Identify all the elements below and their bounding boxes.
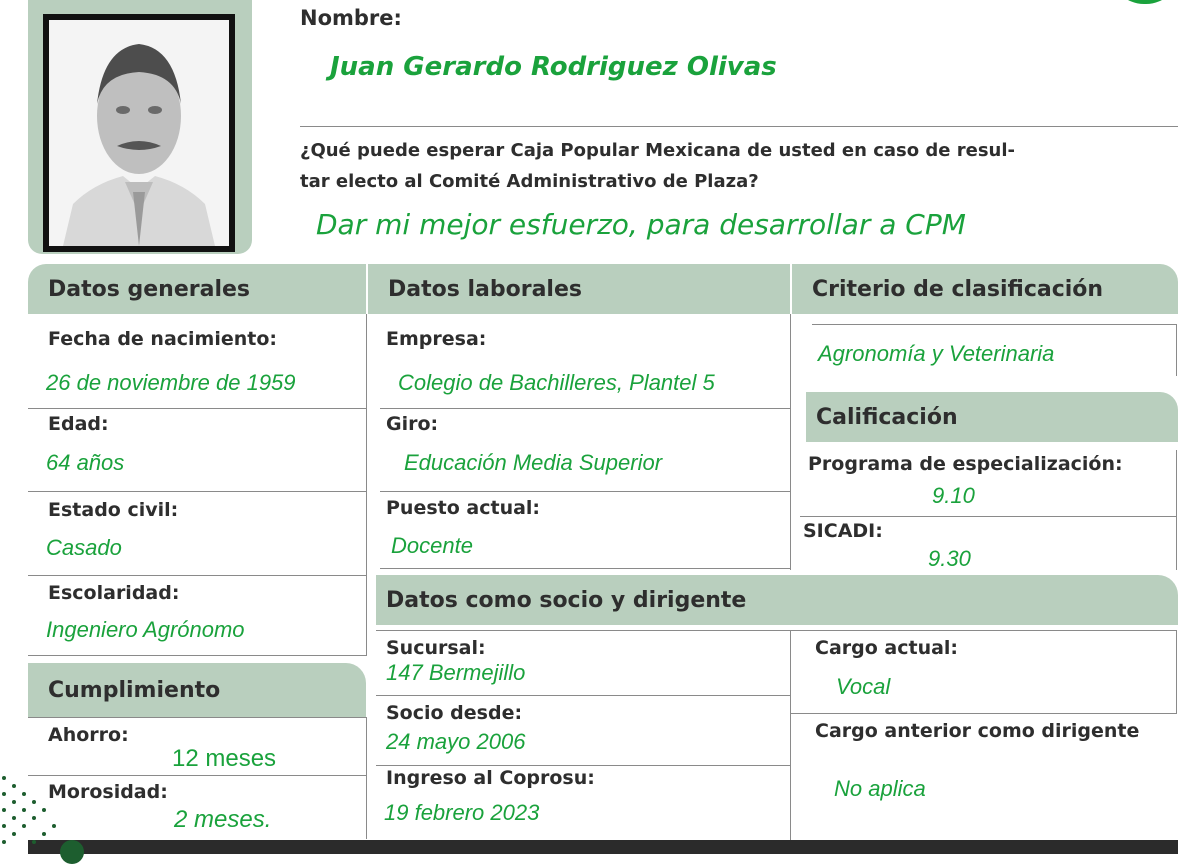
divider [28, 408, 366, 409]
edad-label: Edad: [48, 413, 109, 435]
giro-label: Giro: [386, 413, 439, 435]
divider [28, 491, 366, 492]
sucursal-value: 147 Bermejillo [386, 660, 526, 685]
divider [380, 491, 790, 492]
empresa-label: Empresa: [386, 328, 487, 350]
escolaridad-value: Ingeniero Agrónomo [46, 617, 245, 642]
candidate-photo [43, 14, 235, 252]
fecha-value: 26 de noviembre de 1959 [46, 370, 296, 395]
divider [380, 568, 790, 569]
column-divider [1176, 324, 1177, 376]
fecha-label: Fecha de nacimiento: [48, 328, 278, 350]
estado-civil-value: Casado [46, 535, 122, 560]
column-divider [366, 314, 367, 656]
empresa-value: Colegio de Bachilleres, Plantel 5 [398, 370, 715, 395]
puesto-label: Puesto actual: [386, 497, 541, 519]
calificacion-header: Calificación [806, 392, 1178, 442]
divider [376, 630, 1176, 631]
nombre-label: Nombre: [300, 6, 402, 30]
nombre-value: Juan Gerardo Rodriguez Olivas [330, 52, 777, 82]
morosidad-label: Morosidad: [48, 781, 168, 803]
sucursal-label: Sucursal: [386, 637, 486, 659]
escolaridad-label: Escolaridad: [48, 582, 180, 604]
estado-civil-label: Estado civil: [48, 499, 179, 521]
cargo-actual-value: Vocal [836, 674, 891, 699]
cargo-actual-label: Cargo actual: [815, 637, 959, 659]
cargo-anterior-label: Cargo anterior como dirigente [815, 720, 1140, 742]
ahorro-value: 12 meses [172, 745, 277, 772]
divider [800, 516, 1176, 517]
header-divider [300, 126, 1178, 127]
programa-value: 9.10 [932, 483, 975, 508]
coprosu-label: Ingreso al Coprosu: [386, 767, 595, 789]
column-divider [790, 630, 791, 840]
answer-text: Dar mi mejor esfuerzo, para desarrollar a CPM [316, 208, 966, 241]
footer-bar [28, 840, 1178, 854]
edad-value: 64 años [46, 450, 125, 475]
socio-desde-label: Socio desde: [386, 702, 523, 724]
criterio-value: Agronomía y Veterinaria [818, 341, 1055, 366]
puesto-value: Docente [391, 533, 473, 558]
giro-value: Educación Media Superior [404, 450, 663, 475]
divider [28, 655, 366, 656]
divider [380, 408, 790, 409]
question-line-1: ¿Qué puede esperar Caja Popular Mexicana de usted en caso de resul- [300, 140, 1015, 161]
divider [28, 575, 366, 576]
sicadi-label: SICADI: [803, 520, 883, 542]
question-line-2: tar electo al Comité Administrativo de Plaza? [300, 171, 759, 192]
corner-arc-decoration [1110, 0, 1180, 4]
column-divider [366, 717, 367, 839]
programa-label: Programa de especialización: [808, 453, 1123, 475]
dot-pattern-decoration [0, 770, 70, 854]
column-divider [790, 314, 791, 570]
divider [376, 765, 790, 766]
morosidad-value: 2 meses. [174, 806, 272, 833]
datos-generales-header: Datos generales [28, 264, 366, 314]
divider [790, 713, 1176, 714]
divider [28, 775, 366, 776]
ahorro-label: Ahorro: [48, 724, 129, 746]
socio-header: Datos como socio y dirigente [376, 575, 1178, 625]
datos-laborales-header: Datos laborales [368, 264, 790, 314]
divider [812, 324, 1176, 325]
column-divider [1176, 630, 1177, 714]
criterio-header: Criterio de clasificación [792, 264, 1178, 314]
cumplimiento-header: Cumplimiento [28, 663, 366, 717]
divider [28, 717, 366, 718]
sicadi-value: 9.30 [928, 546, 971, 571]
column-divider [1176, 450, 1177, 570]
coprosu-value: 19 febrero 2023 [384, 800, 540, 825]
cargo-anterior-value: No aplica [834, 776, 926, 801]
divider [376, 695, 790, 696]
socio-desde-value: 24 mayo 2006 [386, 729, 526, 754]
